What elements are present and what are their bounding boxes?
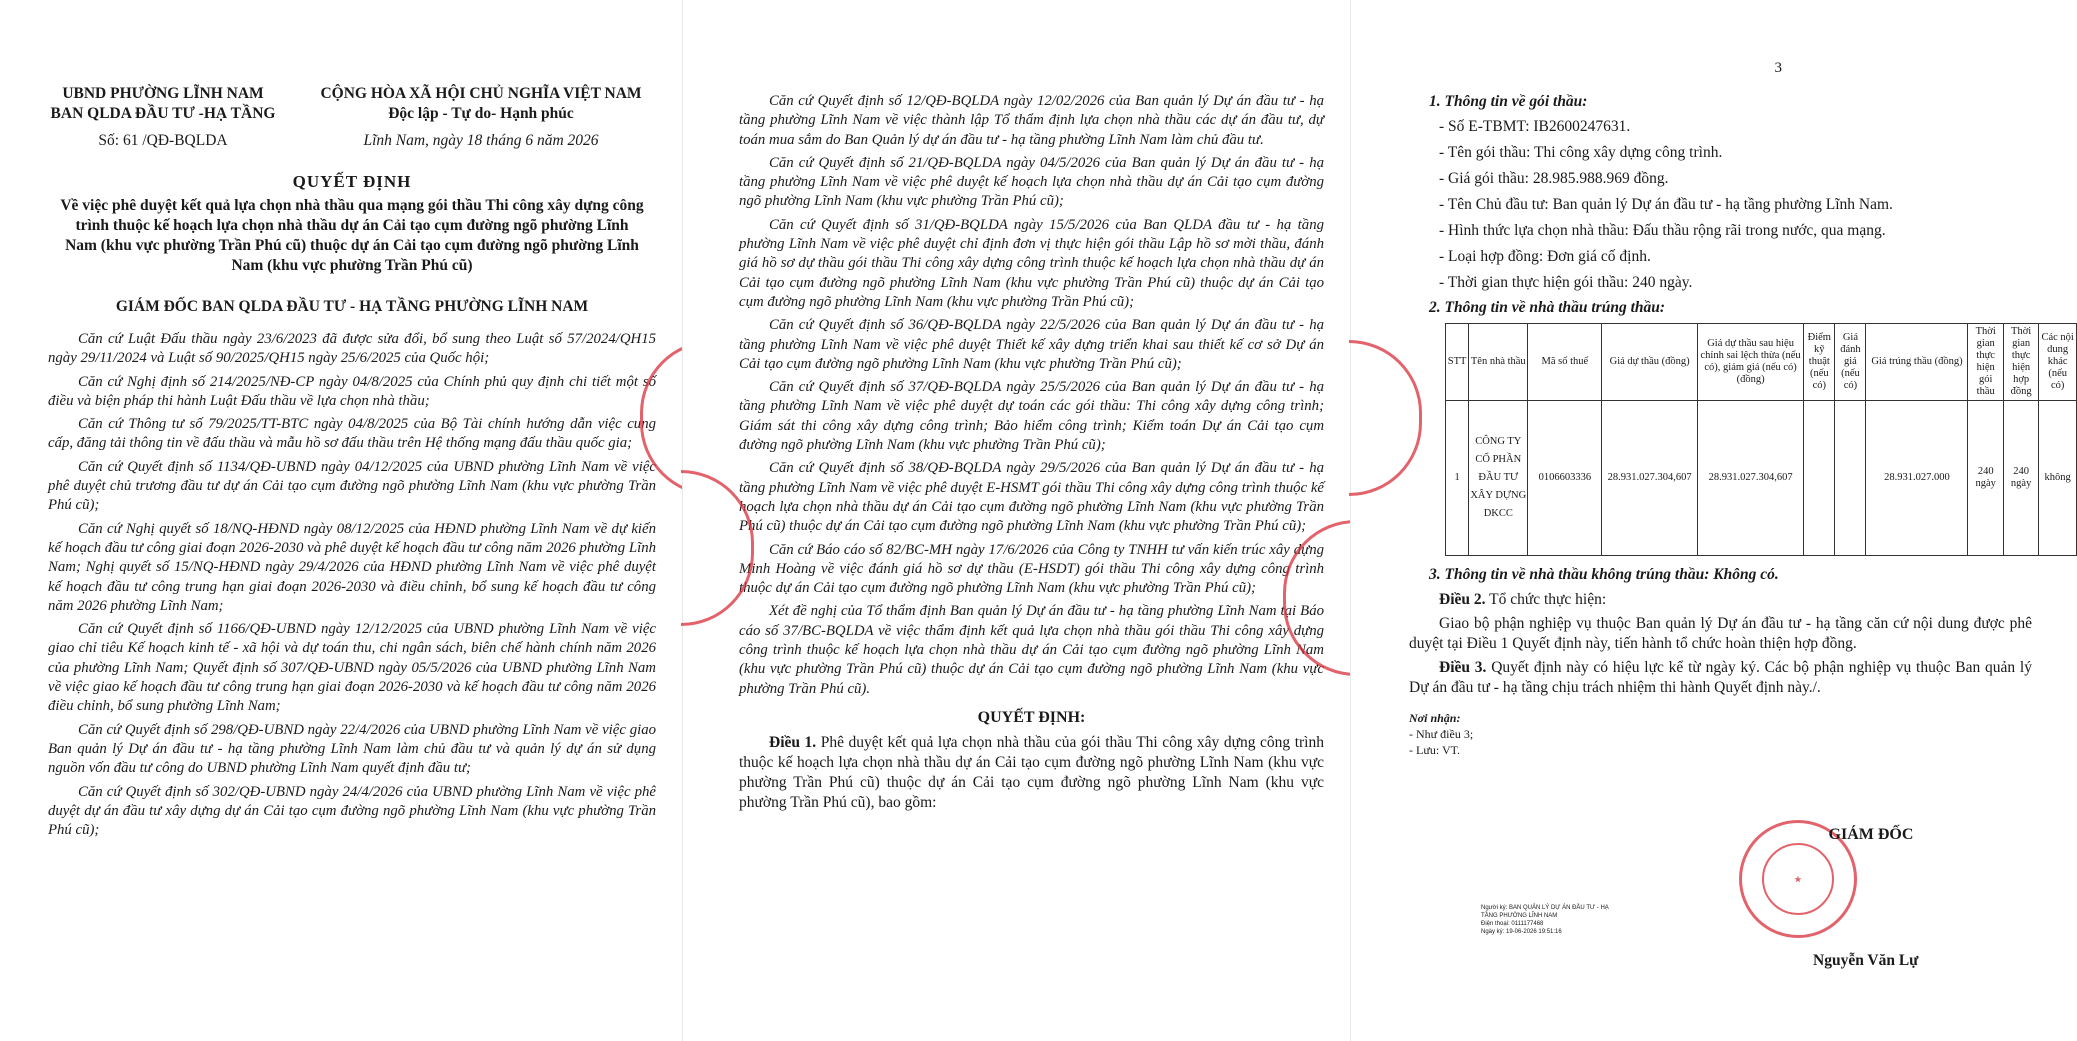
- info-method: - Hình thức lựa chọn nhà thầu: Đấu thầu rộng rãi trong nước, qua mạng.: [1439, 222, 1886, 239]
- basis-12: Căn cứ Quyết định số 36/QĐ-BQLDA ngày 22/5/2026 của Ban quản lý Dự án đầu tư - hạ tầng phường Lĩnh Nam về việc phê duyệt Thiết kế xây dựng triển khai sau thiết kế cơ sở Dự án Cải tạo cụm đường ngõ phường Lĩnh Nam (khu vực phường Trần Phú cũ);: [739, 317, 1324, 372]
- page-1: [0, 0, 682, 1041]
- article-2-body: Giao bộ phận nghiệp vụ thuộc Ban quản lý Dự án đầu tư - hạ tầng căn cứ nội dung được phê duyệt tại Điều 1 Quyết định này, tiến hành tổ chức hoàn thiện hợp đồng.: [1409, 615, 2032, 652]
- article-2-text: Tổ chức thực hiện:: [1485, 591, 1607, 608]
- page-3: [1350, 0, 2074, 1041]
- agency-line1: UBND PHƯỜNG LĨNH NAM: [62, 85, 264, 102]
- cell-contractor: [1469, 401, 1528, 556]
- col-contract-duration: Thời gian thực hiện hợp đồng: [2003, 324, 2038, 401]
- esign-line-2: TẦNG PHƯỜNG LĨNH NAM: [1481, 913, 1558, 919]
- article-2: [1409, 590, 2032, 610]
- esign-line-4: Ngày ký: 19-06-2026 19:51:16: [1481, 929, 1562, 935]
- seal-edge-stamp: [1349, 340, 1422, 496]
- basis-9: Căn cứ Quyết định số 12/QĐ-BQLDA ngày 12/02/2026 của Ban quản lý Dự án đầu tư - hạ tầng phường Lĩnh Nam về việc thành lập Tổ thẩm định lựa chọn nhà thầu các dự án đầu tư, dự toán mua sắm do Ban Quản lý dự án đầu tư - hạ tầng phường Lĩnh Nam làm chủ đầu tư.: [739, 93, 1324, 148]
- col-winning-price: Giá trúng thầu (đồng): [1866, 324, 1968, 401]
- article-2-label: Điều 2.: [1439, 591, 1486, 608]
- page-2: [682, 0, 1350, 1041]
- esign-line-3: Điện thoại: 0111177468: [1481, 921, 1544, 927]
- col-contractor: Tên nhà thầu: [1469, 324, 1528, 401]
- basis-8: Căn cứ Quyết định số 302/QĐ-UBND ngày 24/4/2026 của UBND phường Lĩnh Nam về việc phê duyệt dự án đầu tư xây dựng dự án Cải tạo cụm đường ngõ phường Lĩnh Nam (khu vực phường Trần Phú cũ);: [48, 783, 656, 839]
- basis-11: Căn cứ Quyết định số 31/QĐ-BQLDA ngày 15/5/2026 của Ban QLDA đầu tư - hạ tầng phường Lĩnh Nam về việc phê duyệt chỉ định đơn vị thực hiện gói thầu Lập hồ sơ mời thầu, đánh giá hồ sơ dự thầu gói thầu Thi công xây dựng công trình thuộc kế hoạch lựa chọn nhà thầu dự án Cải tạo cụm đường ngõ phường Lĩnh Nam (khu vực phường Trần Phú cũ) thuộc dự án Cải tạo cụm đường ngõ phường Lĩnh Nam (khu vực phường Trần Phú cũ);: [739, 216, 1324, 310]
- basis-4: Căn cứ Quyết định số 1134/QĐ-UBND ngày 04/12/2025 của UBND phường Lĩnh Nam về việc phê duyệt chủ trương đầu tư dự án Cải tạo cụm đường ngõ phường Lĩnh Nam (khu vực phường Trần Phú cũ);: [48, 458, 656, 514]
- cell-bid-price: 28.931.027.304,607: [1602, 401, 1698, 556]
- section-2-title: 2. Thông tin về nhà thầu trúng thầu:: [1429, 299, 1666, 316]
- col-stt: STT: [1446, 324, 1469, 401]
- cell-tax-code: 0106603336: [1528, 401, 1602, 556]
- cell-package-duration: 240 ngày: [1968, 401, 2003, 556]
- director-heading: GIÁM ĐỐC BAN QLDA ĐẦU TƯ - HẠ TẦNG PHƯỜNG LĨNH NAM: [115, 298, 589, 315]
- col-tech-score: Điểm kỹ thuật (nếu có): [1804, 324, 1835, 401]
- info-package-price: - Giá gói thầu: 28.985.988.969 đồng.: [1439, 170, 1669, 187]
- basis-16: Xét đề nghị của Tổ thẩm định Ban quản lý Dự án đầu tư - hạ tầng phường Lĩnh Nam tại Báo cáo số 37/BC-BQLDA về việc thẩm định kết quả lựa chọn nhà thầu gói thầu Thi công xây dựng công trình thuộc kế hoạch lựa chọn nhà thầu dự án Cải tạo cụm đường ngõ phường Lĩnh Nam (khu vực phường Trần Phú cũ) thuộc dự án Cải tạo cụm đường ngõ phường Lĩnh Nam (khu vực phường Trần Phú cũ).: [739, 603, 1324, 697]
- col-tax-code: Mã số thuế: [1528, 324, 1602, 401]
- basis-2: Căn cứ Nghị định số 214/2025/NĐ-CP ngày 04/8/2025 của Chính phủ quy định chi tiết một số điều và biện pháp thi hành Luật Đấu thầu về lựa chọn nhà thầu;: [48, 373, 656, 409]
- basis-10: Căn cứ Quyết định số 21/QĐ-BQLDA ngày 04/5/2026 của Ban quản lý Dự án đầu tư - hạ tầng phường Lĩnh Nam về việc phê duyệt kế hoạch lựa chọn nhà thầu dự án Cải tạo cụm đường ngõ phường Lĩnh Nam (khu vực phường Trần Phú cũ);: [739, 154, 1324, 210]
- contractor-name: CÔNG TY CỔ PHẦN ĐẦU TƯ XÂY DỰNG DKCC: [1470, 436, 1527, 519]
- section-1-title: 1. Thông tin về gói thầu:: [1429, 93, 1588, 110]
- doc-number: Số: 61 /QĐ-BQLDA: [98, 132, 228, 149]
- winning-bidder-table: [1445, 323, 2077, 556]
- signature-block: [1751, 826, 1991, 844]
- basis-7: Căn cứ Quyết định số 298/QĐ-UBND ngày 22/4/2026 của UBND phường Lĩnh Nam về việc giao Ban quản lý Dự án đầu tư - hạ tầng phường Lĩnh Nam làm chủ đầu tư và quản lý dự án sử dụng nguồn vốn đầu tư công do UBND phường Lĩnh Nam quyết định đầu tư;: [48, 721, 656, 777]
- col-eval-price: Giá đánh giá (nếu có): [1835, 324, 1866, 401]
- e-signature-info: [1481, 904, 1701, 936]
- article-1-text: Phê duyệt kết quả lựa chọn nhà thầu của gói thầu Thi công xây dựng công trình thuộc kế hoạch lựa chọn nhà thầu dự án Cải tạo cụm đường ngõ phường Lĩnh Nam (khu vực phường Trần Phú cũ) thuộc dự án Cải tạo cụm đường ngõ phường Lĩnh Nam (khu vực phường Trần Phú cũ), bao gồm:: [739, 733, 1324, 811]
- nation-block: [306, 84, 656, 124]
- recipient-2: - Lưu: VT.: [1409, 743, 1461, 757]
- col-package-duration: Thời gian thực hiện gói thầu: [1968, 324, 2003, 401]
- basis-14: Căn cứ Quyết định số 38/QĐ-BQLDA ngày 29/5/2026 của Ban quản lý Dự án đầu tư - hạ tầng phường Lĩnh Nam về việc phê duyệt E-HSMT gói thầu Thi công xây dựng công trình thuộc kế hoạch lựa chọn nhà thầu dự án Cải tạo cụm đường ngõ phường Lĩnh Nam (khu vực phường Trần Phú cũ) thuộc dự án Cải tạo cụm đường ngõ phường Lĩnh Nam (khu vực phường Trần Phú cũ);: [739, 460, 1324, 535]
- decide-heading: QUYẾT ĐỊNH:: [977, 708, 1086, 726]
- nation-line2: Độc lập - Tự do- Hạnh phúc: [388, 105, 574, 122]
- doc-title: QUYẾT ĐỊNH: [292, 172, 412, 191]
- basis-6: Căn cứ Quyết định số 1166/QĐ-UBND ngày 12/12/2025 của UBND phường Lĩnh Nam về việc giao chỉ tiêu Kế hoạch kinh tế - xã hội và dự toán thu, chi ngân sách, biên chế hành chính năm 2026 của phường Lĩnh Nam; Quyết định số 307/QĐ-UBND ngày 05/5/2026 của UBND phường Lĩnh Nam về việc giao kế hoạch đầu tư công trung hạn giai đoạn 2026-2030 và kế hoạch đầu tư công năm 2026 điều chỉnh, bổ sung phường Lĩnh Nam;: [48, 621, 656, 715]
- cell-adjusted-price: 28.931.027.304,607: [1697, 401, 1803, 556]
- basis-13: Căn cứ Quyết định số 37/QĐ-BQLDA ngày 25/5/2026 của Ban quản lý Dự án đầu tư - hạ tầng phường Lĩnh Nam về việc phê duyệt dự toán các gói thầu: Thi công xây dựng công trình; Giám sát thi công xây dựng công trình; Bảo hiểm công trình; Kiểm toán Dự án Cải tạo cụm đường ngõ phường Lĩnh Nam (khu vực phường Trần Phú cũ);: [739, 379, 1324, 454]
- seal-center: ★: [1762, 843, 1834, 915]
- info-contract-type: - Loại hợp đồng: Đơn giá cố định.: [1439, 248, 1651, 265]
- recipients: [1409, 710, 1629, 758]
- place-date: Lĩnh Nam, ngày 18 tháng 6 năm 2026: [363, 132, 599, 149]
- col-adjusted-price: Giá dự thầu sau hiệu chỉnh sai lệch thừa (nếu có), giảm giá (nếu có) (đồng): [1697, 324, 1803, 401]
- cell-eval-price: [1835, 401, 1866, 556]
- sub-header: [48, 132, 656, 150]
- cell-other: không: [2039, 401, 2077, 556]
- cell-winning-price: 28.931.027.000: [1866, 401, 1968, 556]
- article-3-label: Điều 3.: [1439, 659, 1487, 676]
- cell-tech-score: [1804, 401, 1835, 556]
- info-investor: - Tên Chủ đầu tư: Ban quản lý Dự án đầu tư - hạ tầng phường Lĩnh Nam.: [1439, 196, 1893, 213]
- basis-1: Căn cứ Luật Đấu thầu ngày 23/6/2023 đã được sửa đổi, bổ sung theo Luật số 57/2024/QH15 ngày 29/11/2024 và Luật số 90/2025/QH15 ngày 25/6/2025 của Quốc hội;: [48, 331, 656, 367]
- nation-line1: CỘNG HÒA XÃ HỘI CHỦ NGHĨA VIỆT NAM: [320, 85, 642, 102]
- table-header-row: [1446, 324, 2077, 401]
- cell-stt: 1: [1446, 401, 1469, 556]
- article-1-label: Điều 1.: [769, 733, 817, 751]
- table-row: [1446, 401, 2077, 556]
- recipient-1: - Như điều 3;: [1409, 727, 1474, 741]
- article-3-text: Quyết định này có hiệu lực kể từ ngày ký. Các bộ phận nghiệp vụ thuộc Ban quản lý Dự án đầu tư - hạ tầng chịu trách nhiệm thi hành Quyết định này./.: [1409, 659, 2032, 696]
- article-3: [1409, 658, 2032, 698]
- article-1: [739, 733, 1324, 813]
- info-duration: - Thời gian thực hiện gói thầu: 240 ngày.: [1439, 274, 1693, 291]
- section-3-title: 3. Thông tin về nhà thầu không trúng thầu: Không có.: [1429, 566, 1779, 583]
- basis-5: Căn cứ Nghị quyết số 18/NQ-HĐND ngày 08/12/2025 của HĐND phường Lĩnh Nam về dự kiến kế hoạch đầu tư công giai đoạn 2026-2030 và phê duyệt kế hoạch đầu tư công năm 2026 phường Lĩnh Nam; Nghị quyết số 15/NQ-HĐND ngày 29/4/2026 của HĐND phường Lĩnh Nam về việc phê duyệt kế hoạch đầu tư công trung hạn giai đoạn 2026-2030 và điều chỉnh, bổ sung kế hoạch đầu tư công năm 2026 phường Lĩnh Nam;: [48, 520, 656, 614]
- info-package-name: - Tên gói thầu: Thi công xây dựng công trình.: [1439, 144, 1723, 161]
- signer-name: Nguyễn Văn Lự: [1813, 952, 1919, 969]
- recipients-label: Nơi nhận:: [1409, 711, 1461, 725]
- basis-15: Căn cứ Báo cáo số 82/BC-MH ngày 17/6/2026 của Công ty TNHH tư vấn kiến trúc xây dựng Minh Hoàng về việc đánh giá hồ sơ dự thầu (E-HSDT) gói thầu Thi công xây dựng công trình thuộc dự án Cải tạo cụm đường ngõ phường Lĩnh Nam (khu vực phường Trần Phú cũ);: [739, 541, 1324, 597]
- agency-line2: BAN QLDA ĐẦU TƯ -HẠ TẦNG: [50, 105, 276, 122]
- info-etbmt: - Số E-TBMT: IB2600247631.: [1439, 118, 1631, 135]
- doc-subject: Về việc phê duyệt kết quả lựa chọn nhà thầu qua mạng gói thầu Thi công xây dựng công trình thuộc kế hoạch lựa chọn nhà thầu dự án Cải tạo cụm đường ngõ phường Lĩnh Nam (khu vực phường Trần Phú cũ) thuộc dự án Cải tạo cụm đường ngõ phường Lĩnh Nam (khu vực phường Trần Phú cũ): [60, 197, 644, 274]
- header: [48, 84, 656, 124]
- col-other: Các nội dung khác (nếu có): [2039, 324, 2077, 401]
- page-number: 3: [1774, 60, 1782, 76]
- agency-block: [48, 84, 278, 124]
- col-bid-price: Giá dự thầu (đồng): [1602, 324, 1698, 401]
- cell-contract-duration: 240 ngày: [2003, 401, 2038, 556]
- basis-3: Căn cứ Thông tư số 79/2025/TT-BTC ngày 04/8/2025 của Bộ Tài chính hướng dẫn việc cung cấp, đăng tải thông tin về đấu thầu và mẫu hồ sơ đấu thầu trên Hệ thống mạng đấu thầu quốc gia;: [48, 416, 656, 452]
- esign-line-1: Người ký: BAN QUẢN LÝ DỰ ÁN ĐẦU TƯ - HẠ: [1481, 905, 1609, 911]
- sign-title: GIÁM ĐỐC: [1828, 826, 1914, 843]
